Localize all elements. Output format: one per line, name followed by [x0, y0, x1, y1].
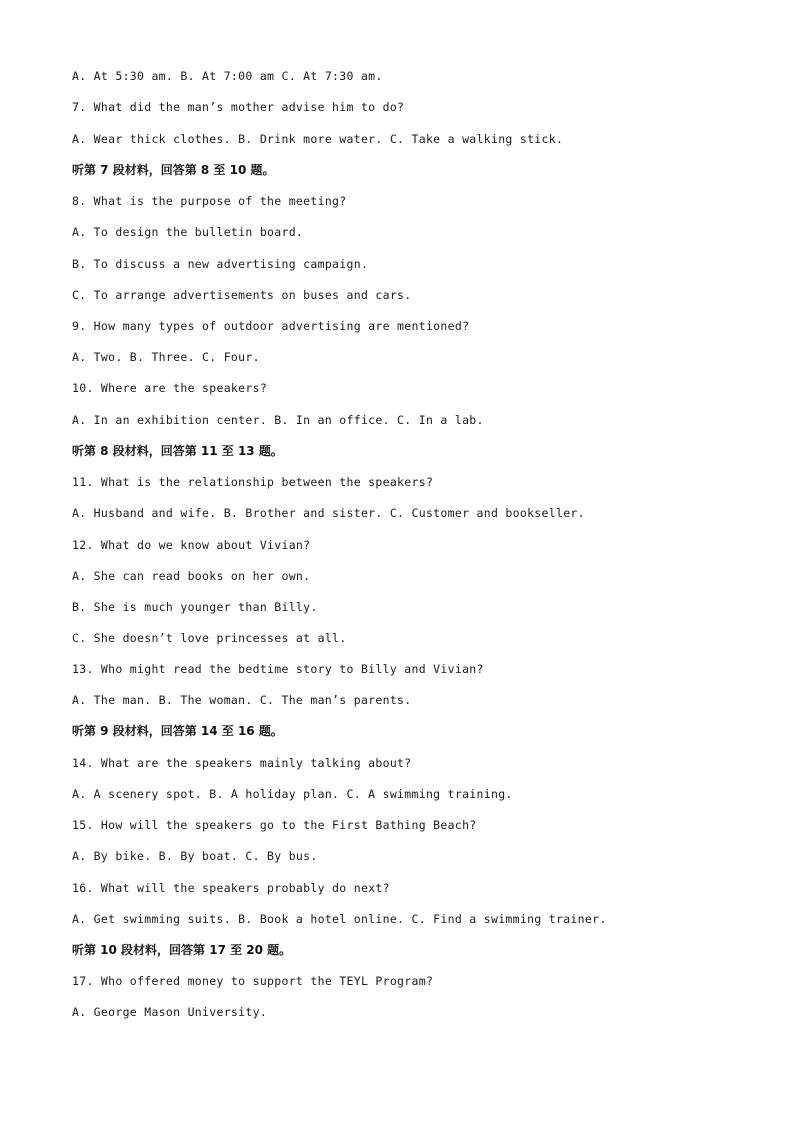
- answer-options: A. In an exhibition center. B. In an office. C. In a lab.: [72, 413, 484, 427]
- section-heading-10: 听第 10 段材料，回答第 17 至 20 题。: [72, 943, 292, 957]
- question-7: 7. What did the man’s mother advise him to do?: [72, 100, 405, 114]
- answer-options: A. Get swimming suits. B. Book a hotel online. C. Find a swimming trainer.: [72, 912, 607, 926]
- question-17: 17. Who offered money to support the TEYL Program?: [72, 974, 434, 988]
- question-8: 8. What is the purpose of the meeting?: [72, 194, 347, 208]
- section-heading-7: 听第 7 段材料，回答第 8 至 10 题。: [72, 163, 275, 177]
- answer-option: B. She is much younger than Billy.: [72, 600, 318, 614]
- answer-option: C. To arrange advertisements on buses and cars.: [72, 288, 412, 302]
- answer-options: A. A scenery spot. B. A holiday plan. C. A swimming training.: [72, 787, 513, 801]
- answer-options: A. The man. B. The woman. C. The man’s parents.: [72, 693, 412, 707]
- answer-option: A. She can read books on her own.: [72, 569, 311, 583]
- question-13: 13. Who might read the bedtime story to Billy and Vivian?: [72, 662, 484, 676]
- answer-options: A. Wear thick clothes. B. Drink more water. C. Take a walking stick.: [72, 132, 564, 146]
- answer-option: A. To design the bulletin board.: [72, 225, 304, 239]
- answer-option: A. George Mason University.: [72, 1005, 268, 1019]
- question-9: 9. How many types of outdoor advertising are mentioned?: [72, 319, 470, 333]
- answer-option: B. To discuss a new advertising campaign.: [72, 257, 369, 271]
- answer-options: A. At 5:30 am. B. At 7:00 am C. At 7:30 am.: [72, 69, 383, 83]
- answer-option: C. She doesn’t love princesses at all.: [72, 631, 347, 645]
- answer-options: A. By bike. B. By boat. C. By bus.: [72, 849, 318, 863]
- section-heading-9: 听第 9 段材料，回答第 14 至 16 题。: [72, 724, 283, 738]
- question-10: 10. Where are the speakers?: [72, 381, 268, 395]
- question-11: 11. What is the relationship between the speakers?: [72, 475, 434, 489]
- section-heading-8: 听第 8 段材料，回答第 11 至 13 题。: [72, 444, 283, 458]
- question-15: 15. How will the speakers go to the First Bathing Beach?: [72, 818, 477, 832]
- answer-options: A. Husband and wife. B. Brother and sister. C. Customer and bookseller.: [72, 506, 585, 520]
- question-16: 16. What will the speakers probably do next?: [72, 881, 390, 895]
- question-14: 14. What are the speakers mainly talking about?: [72, 756, 412, 770]
- answer-options: A. Two. B. Three. C. Four.: [72, 350, 260, 364]
- question-12: 12. What do we know about Vivian?: [72, 538, 311, 552]
